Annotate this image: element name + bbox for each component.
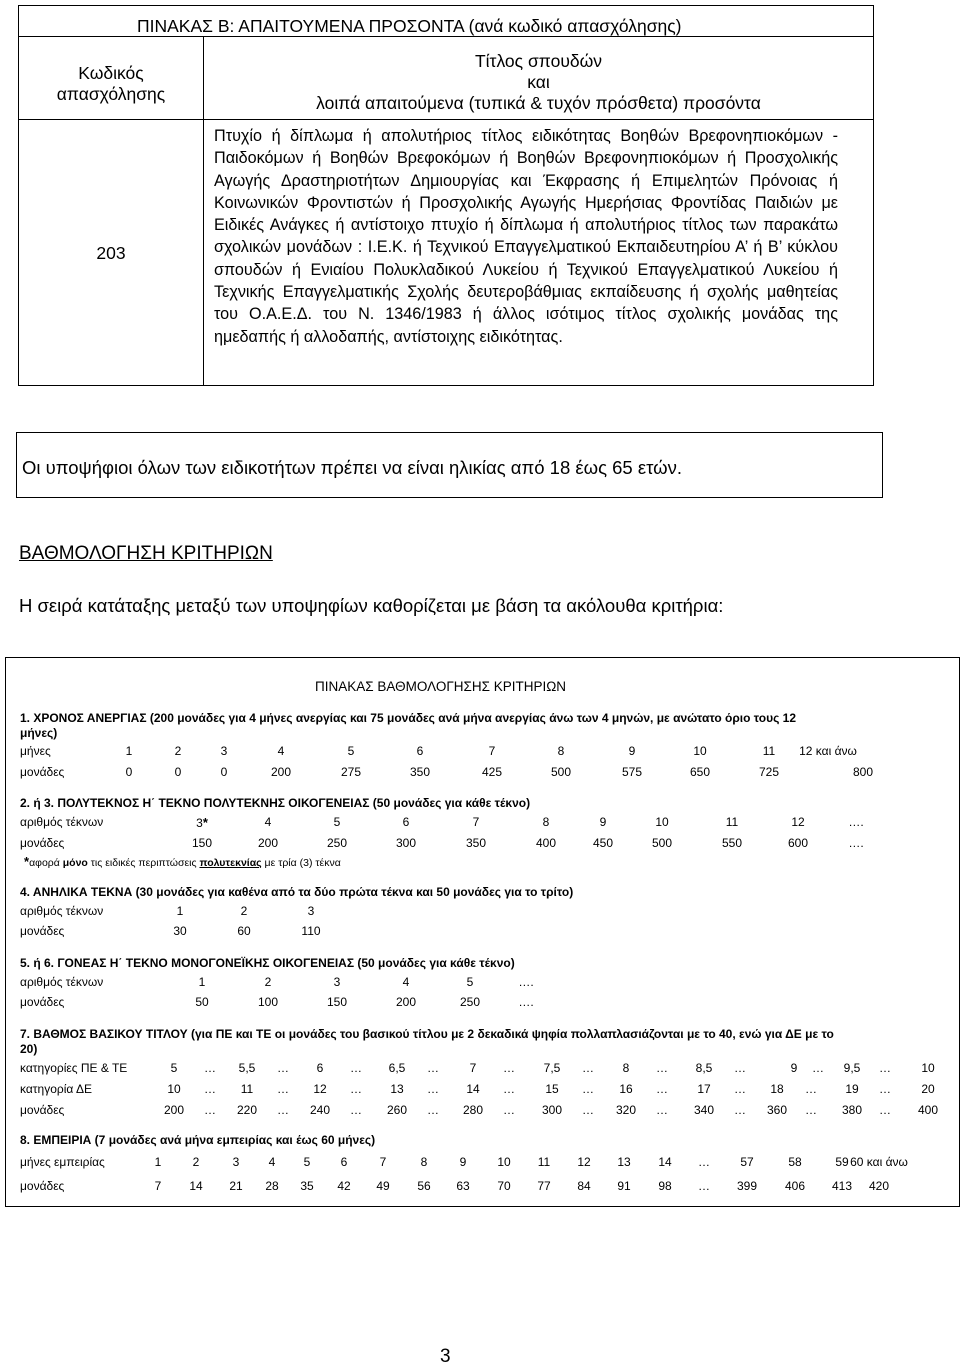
table-cell: 8: [557, 744, 565, 758]
table-cell: 60: [237, 924, 251, 938]
table-cell: 35: [300, 1179, 314, 1193]
table-cell: 3*: [196, 815, 208, 830]
table-cell: 56: [417, 1179, 431, 1193]
table-cell: 9: [599, 815, 607, 829]
table-cell: …: [582, 1103, 594, 1117]
qualification-description: Πτυχίο ή δίπλωμα ή απολυτήριος τίτλος ειδικότητας Βοηθών Βρεφονηπιοκόμων - Παιδοκόμων ή Βοηθών Βρεφοκόμων ή Βοηθών Βρεφονηπιοκόμων ή Προσχολικής Αγωγής Δραστηριοτήτων Δημιουργίας και Έκφρασης ή Επιμελητών Πρόνοιας ή Κοινωνικών Φροντιστών ή Προσχολικής Αγωγής Ημερήσιας Φροντίδας Παιδιών με Ειδικές Ανάγκες ή αντίστοιχο πτυχίο ή δίπλωμα ή απολυτήριος τίτλος των παρακάτω σχολικών μονάδων : Ι.Ε.Κ. ή Τεχνικού Επαγγελματικού Εκπαιδευτηρίου Α’ ή Β’ κύκλου σπουδών ή Ενιαίου Πολυκλαδικού Λυκείου ή Τεχνικού Επαγγελματικού Λυκείου ή Τεχνικής Επαγγελματικής Σχολής δευτεροβάθμιας εκπαίδευσης ή σχολής μαθητείας του Ο.Α.Ε.Δ. του Ν. 1346/1983 ή άλλος ισότιμος τίτλος σχολικής μονάδας της ημεδαπής ή αλλοδαπής, αντίστοιχης ειδικότητας.: [214, 127, 838, 346]
table-cell: 800: [852, 765, 874, 779]
table-cell: 6: [402, 815, 410, 829]
table-cell: 8: [420, 1155, 428, 1169]
table-cell: 14: [466, 1082, 480, 1096]
row-label: μονάδες: [20, 1103, 65, 1117]
table-cell: 7: [472, 815, 480, 829]
table-cell: 150: [326, 995, 348, 1009]
table-cell: 0: [125, 765, 133, 779]
table-cell: 5,5: [238, 1061, 256, 1075]
table-cell: 500: [651, 836, 673, 850]
column-header-code: [19, 63, 203, 105]
table-cell: 5: [303, 1155, 311, 1169]
table-cell: 15: [545, 1082, 559, 1096]
table-cell: 399: [736, 1179, 758, 1193]
criterion-heading: μήνες): [20, 726, 58, 740]
qualifications-table: [18, 5, 874, 386]
row-label: μονάδες: [20, 765, 65, 779]
table-cell: 13: [617, 1155, 631, 1169]
table-cell: 280: [462, 1103, 484, 1117]
table-cell: ….: [848, 815, 864, 829]
table-cell: 400: [535, 836, 557, 850]
table-cell: 4: [264, 815, 272, 829]
table-cell: 9: [628, 744, 636, 758]
table-cell: 8: [542, 815, 550, 829]
table-cell: …: [204, 1103, 216, 1117]
table-cell: 10: [167, 1082, 181, 1096]
table-cell: 7: [469, 1061, 477, 1075]
table-cell: 2: [192, 1155, 200, 1169]
table-cell: 413: [831, 1179, 853, 1193]
table-cell: 14: [189, 1179, 203, 1193]
row-label: αριθμός τέκνων: [20, 904, 104, 918]
page-number: 3: [440, 1346, 451, 1367]
row-label: μονάδες: [20, 1179, 65, 1193]
table-cell: 30: [173, 924, 187, 938]
criterion-heading: 4. ΑΝΗΛΙΚΑ ΤΕΚΝΑ (30 μονάδες για καθένα από τα δύο πρώτα τέκνα και 50 μονάδες για το τρίτο): [20, 885, 574, 899]
table-cell: 11: [537, 1155, 551, 1169]
table-cell: 3: [307, 904, 315, 918]
table-cell: 5: [466, 975, 474, 989]
age-notice-box: [16, 432, 883, 498]
table-cell: 5: [333, 815, 341, 829]
table-cell: 725: [758, 765, 780, 779]
table-cell: …: [879, 1061, 891, 1075]
table-cell: 11: [725, 815, 739, 829]
table-cell: 100: [257, 995, 279, 1009]
table-cell: …: [698, 1179, 710, 1193]
table-cell: …: [734, 1103, 746, 1117]
table-cell: 8: [622, 1061, 630, 1075]
table-cell: 3: [220, 744, 228, 758]
criterion-heading: 20): [20, 1042, 38, 1056]
table-cell: 77: [537, 1179, 551, 1193]
table-cell: 21: [229, 1179, 243, 1193]
table-cell: 12 και άνω: [799, 744, 857, 758]
column-header-qualifications: [204, 51, 873, 114]
table-cell: 16: [619, 1082, 633, 1096]
table-cell: …: [582, 1061, 594, 1075]
table-cell: 320: [615, 1103, 637, 1117]
table-cell: 11: [762, 744, 776, 758]
row-label: κατηγορία ΔΕ: [20, 1082, 92, 1096]
table-cell: …: [277, 1061, 289, 1075]
table-cell: 110: [301, 924, 321, 938]
table-cell: …: [582, 1082, 594, 1096]
table-cell: …: [503, 1082, 515, 1096]
table-cell: 8,5: [695, 1061, 713, 1075]
table-cell: …: [698, 1155, 710, 1169]
row-label: μονάδες: [20, 995, 65, 1009]
table-cell: 400: [917, 1103, 939, 1117]
table-cell: 6,5: [388, 1061, 406, 1075]
table-cell: ….: [518, 975, 534, 989]
employment-code: 203: [96, 243, 126, 263]
table-cell: 10: [921, 1061, 935, 1075]
table-cell: 200: [163, 1103, 185, 1117]
table-cell: 91: [617, 1179, 631, 1193]
table-cell: 59: [835, 1155, 849, 1169]
table-cell: 240: [309, 1103, 331, 1117]
table-cell: 7: [154, 1179, 162, 1193]
criterion-heading: 2. ή 3. ΠΟΛΥΤΕΚΝΟΣ Η΄ ΤΕΚΝΟ ΠΟΛΥΤΕΚΝΗΣ ΟΙΚΟΓΕΝΕΙΑΣ (50 μονάδες για κάθε τέκνο): [20, 796, 531, 810]
table-cell: 600: [787, 836, 809, 850]
criteria-table: [5, 657, 960, 1207]
table-cell: 2: [240, 904, 248, 918]
table-cell: …: [503, 1103, 515, 1117]
header-line: λοιπά απαιτούμενα (τυπικά & τυχόν πρόσθετα) προσόντα: [316, 93, 761, 113]
table-cell: 7: [379, 1155, 387, 1169]
intro-text: Η σειρά κατάταξης μεταξύ των υποψηφίων καθορίζεται με βάση τα ακόλουθα κριτήρια:: [19, 595, 724, 616]
table-cell: 300: [541, 1103, 563, 1117]
table-cell: …: [204, 1082, 216, 1096]
table-cell: 2: [264, 975, 272, 989]
row-label: αριθμός τέκνων: [20, 815, 104, 829]
table-cell: 200: [395, 995, 417, 1009]
table-cell: 17: [697, 1082, 711, 1096]
row-label: αριθμός τέκνων: [20, 975, 104, 989]
criterion-heading: 1. ΧΡΟΝΟΣ ΑΝΕΡΓΙΑΣ (200 μονάδες για 4 μήνες ανεργίας και 75 μονάδες ανά μήνα ανεργίας άνω των 4 μηνών, με ανώτατο όριο τους 12: [20, 711, 797, 725]
table-cell: 13: [390, 1082, 404, 1096]
table-cell: 9,5: [843, 1061, 861, 1075]
table-cell: 7,5: [543, 1061, 561, 1075]
table-cell: …: [656, 1061, 668, 1075]
row-label: μήνες: [20, 744, 51, 758]
table-cell: 12: [313, 1082, 327, 1096]
table-cell: 300: [395, 836, 417, 850]
table-cell: …: [879, 1082, 891, 1096]
table-cell: 650: [689, 765, 711, 779]
table-cell: 380: [841, 1103, 863, 1117]
table-cell: 6: [316, 1061, 324, 1075]
table-cell: …: [350, 1103, 362, 1117]
table-cell: 12: [577, 1155, 591, 1169]
table-cell: 0: [174, 765, 182, 779]
table-cell: 150: [191, 836, 213, 850]
table-cell: 10: [693, 744, 707, 758]
table-cell: 11: [240, 1082, 254, 1096]
table-cell: 450: [592, 836, 614, 850]
table-cell: …: [277, 1103, 289, 1117]
table-cell: 220: [236, 1103, 258, 1117]
age-notice: Οι υποψήφιοι όλων των ειδικοτήτων πρέπει να είναι ηλικίας από 18 έως 65 ετών.: [22, 457, 682, 478]
table-cell: 70: [497, 1179, 511, 1193]
criteria-title: ΠΙΝΑΚΑΣ ΒΑΘΜΟΛΟΓΗΣΗΣ ΚΡΙΤΗΡΙΩΝ: [315, 679, 567, 694]
criterion-heading: 8. ΕΜΠΕΙΡΙΑ (7 μονάδες ανά μήνα εμπειρίας και έως 60 μήνες): [20, 1133, 376, 1147]
table-cell: 10: [655, 815, 669, 829]
table-cell: 18: [770, 1082, 784, 1096]
table-cell: 98: [658, 1179, 672, 1193]
table-cell: 550: [721, 836, 743, 850]
table-cell: 6: [416, 744, 424, 758]
table-cell: 4: [277, 744, 285, 758]
row-label: μήνες εμπειρίας: [20, 1155, 105, 1169]
header-line: Κωδικός: [78, 63, 144, 83]
table-cell: 14: [658, 1155, 672, 1169]
table-cell: …: [427, 1061, 439, 1075]
row-label: κατηγορίες ΠΕ & ΤΕ: [20, 1061, 128, 1075]
row-label: μονάδες: [20, 836, 65, 850]
table-cell: 260: [386, 1103, 408, 1117]
table-cell: 350: [409, 765, 431, 779]
table-cell: …: [277, 1082, 289, 1096]
table-cell: 49: [376, 1179, 390, 1193]
table-cell: 250: [326, 836, 348, 850]
table-cell: 250: [459, 995, 481, 1009]
row-label: μονάδες: [20, 924, 65, 938]
section-heading: ΒΑΘΜΟΛΟΓΗΣΗ ΚΡΙΤΗΡΙΩΝ: [19, 543, 273, 564]
table-cell: 50: [195, 995, 209, 1009]
table-cell: 500: [550, 765, 572, 779]
table-cell: 1: [198, 975, 206, 989]
criterion-heading: 7. ΒΑΘΜΟΣ ΒΑΣΙΚΟΥ ΤΙΤΛΟΥ (για ΠΕ και ΤΕ οι μονάδες του βασικού τίτλου με 2 δεκαδικά ψηφία πολλαπλασιάζονται με το 40, ενώ για ΔΕ με το: [20, 1027, 834, 1041]
table-cell: 9: [459, 1155, 467, 1169]
table-cell: 360: [766, 1103, 788, 1117]
table-title: ΠΙΝΑΚΑΣ Β: ΑΠΑΙΤΟΥΜΕΝΑ ΠΡΟΣΟΝΤΑ (ανά κωδικό απασχόλησης): [137, 16, 682, 36]
table-cell: 3: [333, 975, 341, 989]
table-cell: …: [656, 1082, 668, 1096]
table-cell: …: [805, 1103, 817, 1117]
table-cell: 4: [402, 975, 410, 989]
table-cell: …: [734, 1061, 746, 1075]
table-cell: 19: [845, 1082, 859, 1096]
table-cell: 340: [693, 1103, 715, 1117]
table-cell: 58: [788, 1155, 802, 1169]
table-cell: 5: [347, 744, 355, 758]
table-cell: 12: [791, 815, 805, 829]
table-cell: 6: [340, 1155, 348, 1169]
table-cell: 63: [456, 1179, 470, 1193]
table-cell: 425: [481, 765, 503, 779]
table-cell: 1: [176, 904, 184, 918]
table-cell: 60 και άνω: [850, 1155, 908, 1169]
table-cell: 10: [497, 1155, 511, 1169]
table-cell: 3: [232, 1155, 240, 1169]
table-cell: …: [350, 1082, 362, 1096]
table-cell: …: [350, 1061, 362, 1075]
table-cell: 20: [921, 1082, 935, 1096]
table-cell: 28: [265, 1179, 279, 1193]
table-cell: …: [812, 1061, 824, 1075]
table-cell: 200: [270, 765, 292, 779]
table-cell: 4: [268, 1155, 276, 1169]
table-cell: …: [656, 1103, 668, 1117]
table-cell: …: [427, 1103, 439, 1117]
table-cell: 275: [340, 765, 362, 779]
table-cell: 7: [488, 744, 496, 758]
table-cell: 42: [337, 1179, 351, 1193]
table-cell: 1: [154, 1155, 162, 1169]
table-cell: …: [879, 1103, 891, 1117]
table-cell: 0: [220, 765, 228, 779]
header-line: και: [527, 72, 550, 92]
table-cell: 1: [125, 744, 133, 758]
table-cell: 575: [621, 765, 643, 779]
table-cell: …: [805, 1082, 817, 1096]
table-cell: ….: [848, 836, 864, 850]
table-cell: 2: [174, 744, 182, 758]
table-cell: 406: [784, 1179, 806, 1193]
table-cell: 420: [868, 1179, 890, 1193]
header-line: Τίτλος σπουδών: [474, 51, 603, 71]
table-cell: 350: [465, 836, 487, 850]
table-cell: …: [427, 1082, 439, 1096]
footnote: *αφορά μόνο τις ειδικές περιπτώσεις πολυτεκνίας με τρία (3) τέκνα: [24, 854, 341, 869]
header-line: απασχόλησης: [56, 84, 166, 104]
table-cell: ….: [518, 995, 534, 1009]
table-cell: …: [734, 1082, 746, 1096]
criterion-heading: 5. ή 6. ΓΟΝΕΑΣ Η΄ ΤΕΚΝΟ ΜΟΝΟΓΟΝΕΪΚΗΣ ΟΙΚΟΓΕΝΕΙΑΣ (50 μονάδες για κάθε τέκνο): [20, 956, 515, 970]
table-cell: 5: [170, 1061, 178, 1075]
divider: [19, 36, 873, 37]
table-cell: 84: [577, 1179, 591, 1193]
table-cell: 57: [740, 1155, 754, 1169]
divider: [19, 119, 873, 120]
table-cell: …: [204, 1061, 216, 1075]
table-cell: 9: [790, 1061, 798, 1075]
table-cell: 200: [257, 836, 279, 850]
table-cell: …: [503, 1061, 515, 1075]
